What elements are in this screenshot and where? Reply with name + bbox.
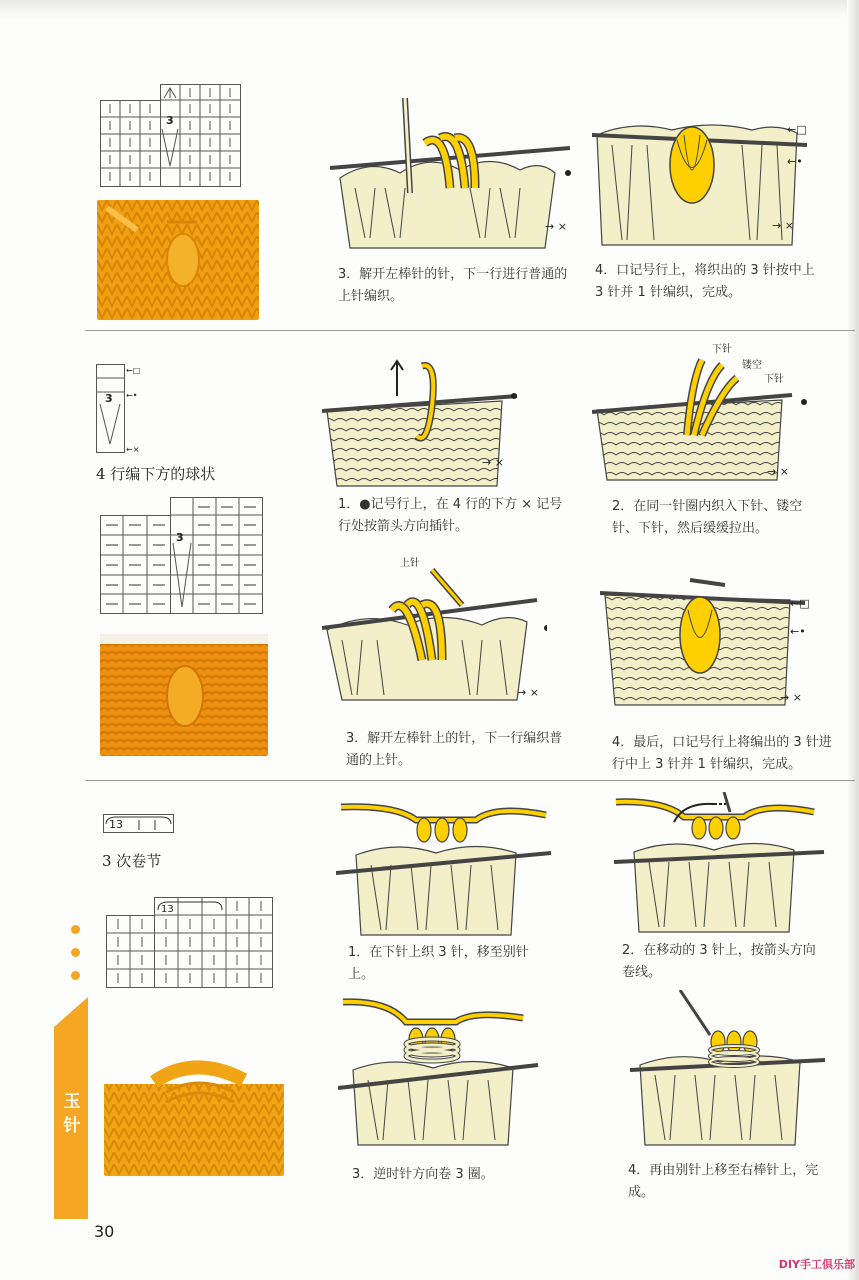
swatch-photo [100,634,268,756]
chapter-tab-label: 玉针 [63,1092,81,1136]
step-caption: 4．最后，口记号行上将编出的 3 针进行中上 3 针并 1 针编织，完成。 [612,735,832,772]
decor-dot [71,925,80,934]
knitting-diagram [592,95,817,255]
step-caption: 1．在下针上织 3 针，移至别针上。 [348,945,529,982]
svg-text:←•: ←• [787,155,803,168]
technique-label: 3 次卷节 [102,852,162,870]
stitch-chart-small [96,364,144,454]
stitch-chart [106,897,274,989]
step-caption: 3．解开左棒针的针，下一行进行普通的上针编织。 [338,267,568,304]
step-caption: 2．在同一针圈内织入下针、镂空针、下针，然后缓缓拉出。 [612,499,803,536]
page-shadow [0,0,859,18]
svg-text:→ ×: → × [482,456,504,469]
svg-text:←•: ←• [790,625,806,638]
step-caption: 1．●记号行上，在 4 行的下方 × 记号行处按箭头方向插针。 [338,497,563,534]
step-caption: 4．再由别针上移至右棒针上，完成。 [628,1163,819,1200]
section-divider [85,780,855,781]
decor-dot [71,948,80,957]
section-divider [85,330,855,331]
watermark: DIY手工俱乐部 [778,1258,855,1271]
svg-text:←•: ←• [126,391,138,400]
chart-number: 3 [176,531,184,544]
knitting-diagram [614,792,829,937]
chart-number: 3 [166,114,174,127]
technique-label: 4 行编下方的球状 [96,465,216,483]
svg-text:→ ×: → × [767,465,789,478]
knitting-diagram [322,550,547,710]
knitting-diagram [600,555,825,710]
svg-text:←□: ←□ [790,597,810,610]
step-caption: 4．口记号行上，将织出的 3 针按中上 3 针并 1 针编织，完成。 [595,263,815,300]
step-caption: 3．解开左棒针上的针，下一行编织普通的上针。 [346,731,563,768]
diagram-tag: 上针 [400,558,420,569]
chart-number: 3 [105,392,113,405]
svg-text:←□: ←□ [787,123,807,136]
stitch-chart [100,84,242,188]
knitting-diagram [630,990,830,1150]
diagram-tag: 下针 [764,374,784,385]
svg-text:→ ×: → × [545,220,567,233]
swatch-photo [104,1044,284,1176]
step-caption: 2．在移动的 3 针上，按箭头方向卷线。 [622,943,816,980]
knitting-diagram [336,795,558,940]
stitch-chart [100,497,265,615]
knitting-diagram [592,340,820,490]
svg-text:←□: ←□ [126,366,141,375]
page-number: 30 [94,1222,115,1241]
stitch-chart-small [103,814,175,834]
step-caption: 3．逆时针方向卷 3 圈。 [352,1167,494,1182]
swatch-photo [97,200,259,320]
svg-text:←×: ←× [126,445,140,454]
svg-text:→ ×: → × [780,691,802,704]
knitting-diagram [330,98,580,258]
knitting-diagram [338,990,543,1150]
svg-text:→ ×: → × [517,686,539,699]
page-edge-shadow [847,0,859,1280]
diagram-tag: 镂空 [742,360,762,371]
diagram-tag: 下针 [712,344,732,355]
chart-number: 13 [109,818,123,831]
knitting-diagram [322,356,522,491]
svg-text:→ ×: → × [772,219,794,232]
decor-dot [71,971,80,980]
chart-number: 13 [161,904,174,915]
